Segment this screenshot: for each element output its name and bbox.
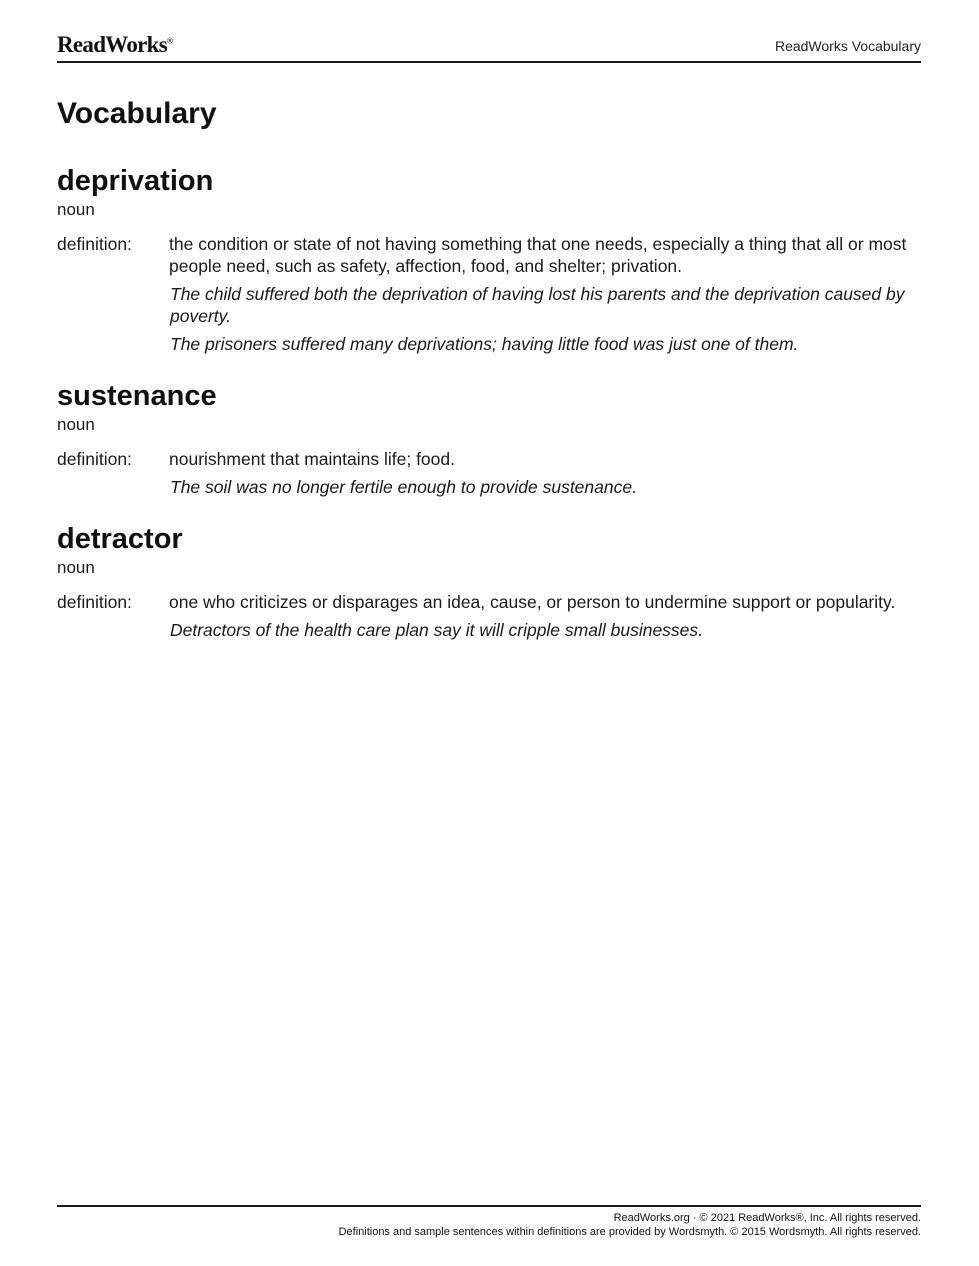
- example-sentence: The prisoners suffered many deprivations; having little food was just one of them.: [170, 334, 799, 354]
- definition-body: [169, 591, 921, 641]
- document-page: [57, 0, 921, 1266]
- part-of-speech: noun: [57, 558, 95, 577]
- definition-body: [169, 233, 921, 355]
- definition-label: definition:: [57, 592, 132, 612]
- readworks-logo: [57, 32, 172, 58]
- definition-block: [57, 591, 921, 641]
- definition-block: [57, 448, 921, 498]
- vocab-entry: [57, 522, 921, 641]
- definition-body: [169, 448, 921, 498]
- example-sentence: The soil was no longer fertile enough to provide sustenance.: [170, 477, 637, 497]
- part-of-speech: noun: [57, 200, 95, 219]
- definition-label: definition:: [57, 449, 132, 469]
- definition-text: the condition or state of not having something that one needs, especially a thing that all or most people need, such as safety, affection, food, and shelter; privation.: [169, 234, 907, 276]
- vocab-entry: [57, 164, 921, 355]
- logo-registered-mark: ®: [167, 36, 173, 46]
- example-sentence: Detractors of the health care plan say it will cripple small businesses.: [170, 620, 704, 640]
- example-sentence: The child suffered both the deprivation of having lost his parents and the deprivation caused by poverty.: [170, 284, 905, 326]
- footer-copyright: ReadWorks.org · © 2021 ReadWorks®, Inc. All rights reserved.: [613, 1212, 921, 1224]
- vocab-entry: [57, 379, 921, 498]
- page-title: Vocabulary: [57, 97, 217, 130]
- part-of-speech: noun: [57, 415, 95, 434]
- logo-text: ReadWorks: [57, 32, 167, 57]
- definition-block: [57, 233, 921, 355]
- vocab-word: detractor: [57, 523, 183, 555]
- vocab-word: deprivation: [57, 165, 214, 197]
- vocab-word: sustenance: [57, 380, 217, 412]
- definition-label: definition:: [57, 234, 132, 254]
- definition-text: nourishment that maintains life; food.: [169, 449, 455, 469]
- header-section-label: ReadWorks Vocabulary: [774, 38, 921, 54]
- definition-text: one who criticizes or disparages an idea, cause, or person to undermine support or popularity.: [169, 592, 896, 612]
- footer-attribution: Definitions and sample sentences within definitions are provided by Wordsmyth. © 2015 Wordsmyth. All rights reserved.: [338, 1226, 921, 1238]
- page-footer: [57, 1205, 921, 1239]
- page-header: [57, 30, 921, 63]
